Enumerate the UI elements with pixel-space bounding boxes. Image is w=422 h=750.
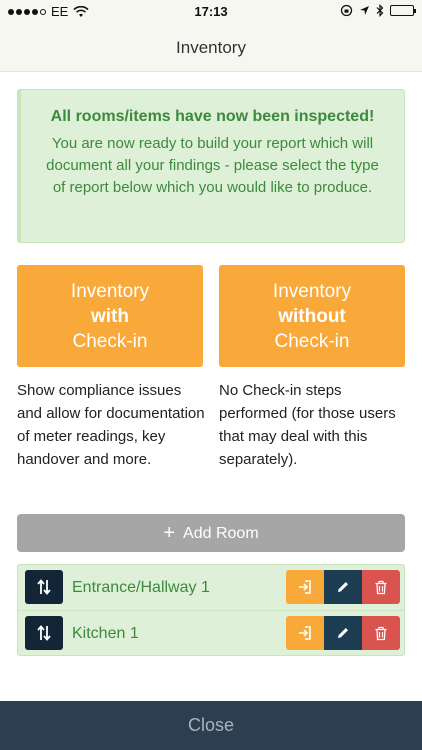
trash-icon — [374, 626, 388, 641]
reorder-button[interactable] — [25, 570, 63, 604]
alert-title: All rooms/items have now been inspected! — [50, 108, 375, 125]
inventory-without-checkin-button[interactable] — [219, 265, 405, 367]
sort-arrows-icon — [37, 579, 51, 595]
room-name[interactable]: Entrance/Hallway 1 — [72, 579, 210, 596]
button-label-line1: Inventory — [272, 281, 352, 302]
page-title: Inventory — [176, 38, 246, 57]
add-room-button[interactable] — [17, 514, 405, 552]
button-label-line1: Inventory — [70, 281, 150, 302]
room-row — [18, 565, 404, 611]
edit-room-button[interactable] — [324, 570, 362, 604]
trash-icon — [374, 580, 388, 595]
inspection-complete-alert — [17, 89, 405, 243]
button-label-line3: Check-in — [274, 331, 350, 352]
rotation-lock-icon — [340, 4, 353, 17]
enter-room-button[interactable] — [286, 570, 324, 604]
room-name[interactable]: Kitchen 1 — [72, 625, 139, 642]
alert-body: You are now ready to build your report which will document all your findings - please select the type of report below which you would like to produce. — [46, 135, 379, 196]
pencil-icon — [336, 580, 350, 594]
status-bar-right — [340, 4, 414, 17]
add-room-label: Add Room — [183, 525, 259, 542]
battery-icon — [390, 5, 414, 16]
edit-room-button[interactable] — [324, 616, 362, 650]
plus-icon: + — [163, 522, 176, 544]
enter-icon — [297, 579, 313, 595]
status-bar — [0, 0, 422, 24]
button-label-line2: without — [278, 306, 346, 327]
close-label: Close — [187, 715, 235, 735]
button-label-line2: with — [91, 306, 129, 327]
room-row — [18, 611, 404, 657]
room-list — [17, 564, 405, 656]
button-label-line3: Check-in — [72, 331, 148, 352]
status-bar-time: 17:13 — [194, 4, 228, 19]
reorder-button[interactable] — [25, 616, 63, 650]
enter-icon — [297, 625, 313, 641]
delete-room-button[interactable] — [362, 616, 400, 650]
enter-room-button[interactable] — [286, 616, 324, 650]
sort-arrows-icon — [37, 625, 51, 641]
carrier-name: EE — [51, 4, 69, 19]
pencil-icon — [336, 626, 350, 640]
nav-header — [0, 24, 422, 72]
without-checkin-description: No Check-in steps performed (for those users that may deal with this separately). — [219, 382, 396, 468]
with-checkin-description: Show compliance issues and allow for documentation of meter readings, key handover and more. — [17, 382, 205, 468]
delete-room-button[interactable] — [362, 570, 400, 604]
bluetooth-icon — [376, 4, 384, 17]
inventory-with-checkin-button[interactable] — [17, 265, 203, 367]
close-button[interactable] — [0, 701, 422, 750]
location-arrow-icon — [359, 5, 370, 16]
